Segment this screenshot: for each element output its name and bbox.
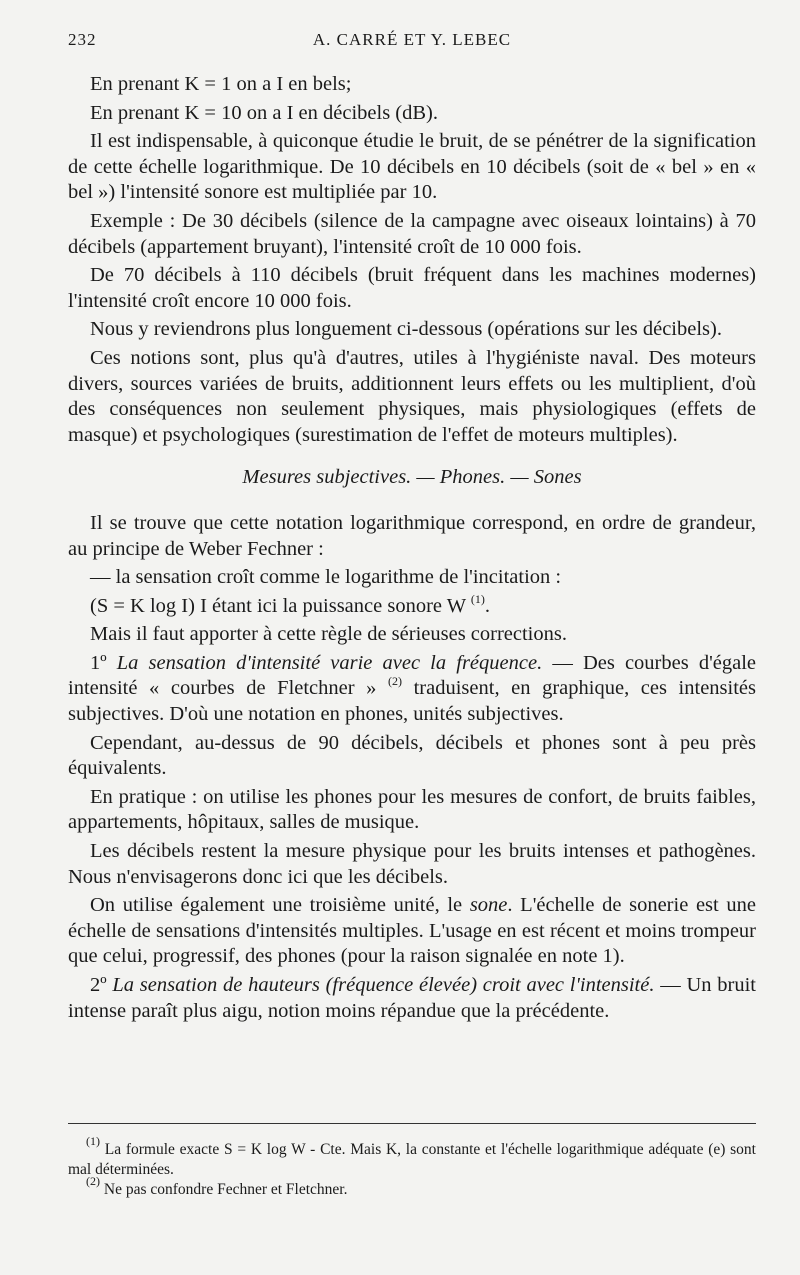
paragraph: En prenant K = 10 on a I en décibels (dB). xyxy=(90,101,438,124)
footnote-divider xyxy=(68,1123,756,1124)
footnote-ref: (2) xyxy=(388,674,403,689)
italic-term: sone xyxy=(469,894,508,917)
list-number: 1º xyxy=(90,651,107,674)
page-number: 232 xyxy=(68,30,97,49)
paragraph: En prenant K = 1 on a I en bels; xyxy=(90,73,352,95)
paragraph: — la sensation croît comme le logarithme de l'incitation : xyxy=(90,566,562,589)
paragraph: En pratique : on utilise les phones pour les mesures de confort, de bruits faibles, appartements, hôpitaux, salles de musique. xyxy=(68,785,756,834)
text-run: — Des courbes d'égale intensité « courbes de Fletchner » xyxy=(68,651,756,700)
paragraph xyxy=(68,591,756,620)
period: . xyxy=(484,594,490,617)
footnote xyxy=(68,1134,756,1180)
paragraph xyxy=(68,651,756,728)
footnote-text: La formule exacte S = K log W - Cte. Mais K, la constante et l'échelle logarithmique adéquate (e) sont mal déterminées. xyxy=(68,1141,756,1178)
footnotes xyxy=(68,1134,756,1200)
text-run: traduisent, en graphique, ces intensités subjectives. D'où une notation en phones, unités subjectives. xyxy=(68,677,756,726)
list-number: 2º xyxy=(90,974,107,996)
footnote-mark: (1) xyxy=(86,1134,100,1148)
text-run: On utilise également une troisième unité, le xyxy=(90,894,470,917)
italic-statement: La sensation de hauteurs (fréquence élevée) croit avec l'intensité. xyxy=(112,974,655,996)
footnote-text: Ne pas confondre Fechner et Fletchner. xyxy=(100,1181,348,1198)
paragraph: Exemple : De 30 décibels (silence de la campagne avec oiseaux lointains) à 70 décibels (appartement bruyant), l'intensité croît de 10 000 fois. xyxy=(68,209,756,258)
text-run: — Un bruit intense paraît plus aigu, notion moins répandue que la précédente. xyxy=(68,974,756,1022)
paragraph: De 70 décibels à 110 décibels (bruit fréquent dans les machines modernes) l'intensité croît encore 10 000 fois. xyxy=(68,264,756,312)
footnote-ref: (1) xyxy=(470,591,485,606)
paragraph: Ces notions sont, plus qu'à d'autres, utiles à l'hygiéniste naval. Des moteurs divers, sources variées de bruits, additionnent leurs effets ou les multiplient, d'où des conséquences non seulement physiques, mais physiologiques (effets de masque) et psychologiques (surestimation de l'effet de moteurs multiples). xyxy=(68,346,756,446)
footnote xyxy=(68,1174,756,1200)
running-head-authors: A. CARRÉ ET Y. LEBEC xyxy=(312,30,512,49)
paragraph xyxy=(68,893,756,970)
paragraph: Nous y reviendrons plus longuement ci-dessous (opérations sur les décibels). xyxy=(90,318,722,341)
footnote-mark: (2) xyxy=(86,1174,100,1188)
paragraph: Cependant, au-dessus de 90 décibels, décibels et phones sont à peu près équivalents. xyxy=(68,731,756,780)
text-run: . L'échelle de sonerie est une échelle de sensations d'intensités multiples. L'usage en est récent et moins trompeur que celui, progressif, des phones (pour la raison signalée en note 1). xyxy=(68,894,756,968)
body-text xyxy=(68,72,756,1027)
section-heading: Mesures subjectives. — Phones. — Sones xyxy=(242,466,582,489)
formula-text: (S = K log I) I étant ici la puissance sonore W xyxy=(90,594,466,617)
paragraph: Mais il faut apporter à cette règle de sérieuses corrections. xyxy=(90,623,567,646)
running-header xyxy=(68,30,756,56)
italic-statement: La sensation d'intensité varie avec la fréquence. xyxy=(116,651,543,674)
paragraph: Les décibels restent la mesure physique pour les bruits intenses et pathogènes. Nous n'envisagerons donc ici que les décibels. xyxy=(68,840,756,888)
paragraph xyxy=(68,973,756,1024)
paragraph: Il se trouve que cette notation logarithmique correspond, en ordre de grandeur, au principe de Weber Fechner : xyxy=(68,511,756,560)
paragraph: Il est indispensable, à quiconque étudie le bruit, de se pénétrer de la signification de cette échelle logarithmique. De 10 décibels en 10 décibels (soit de « bel » en « bel ») l'intensité sonore est multipliée par 10. xyxy=(68,130,756,204)
